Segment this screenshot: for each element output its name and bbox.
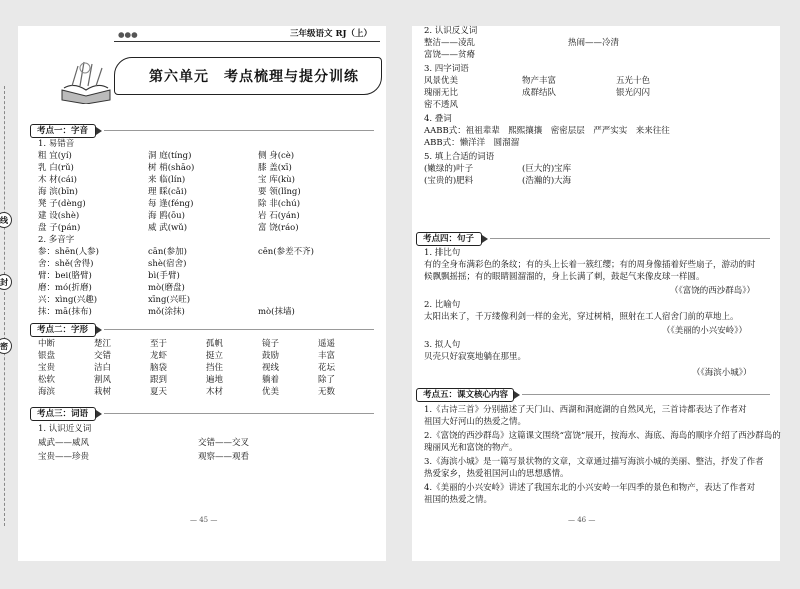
list-item: 五光十色 (616, 76, 651, 86)
subheading-fill-words: 5. 填上合适的词语 (424, 152, 495, 162)
section-tag-sentences: 考点四：句子 (416, 232, 482, 246)
list-item: (嫩绿的)叶子 (424, 164, 474, 174)
list-item: 每 逢(féng) (148, 199, 194, 209)
list-item: 理 睬(cǎi) (148, 187, 187, 197)
list-item: 中断 (38, 339, 56, 349)
list-item: mò(磨盘) (148, 283, 185, 293)
subheading-antonyms: 2. 认识反义词 (424, 26, 478, 36)
list-item: 孤帆 (206, 339, 224, 349)
list-item: 鼓励 (262, 351, 280, 361)
list-item: 除 非(chú) (258, 199, 301, 209)
list-item: 木 材(cái) (38, 175, 77, 185)
example-sentence: 候飘飘摇摇；有的眼睛圆溜溜的，身上长满了刺，鼓起气来像皮球一样圆。 (424, 272, 705, 282)
list-item: 观察——观看 (198, 452, 250, 462)
list-item: mǒ(涂抹) (148, 307, 185, 317)
list-item: 栽树 (94, 387, 112, 397)
summary-line: 热爱家乡，热爱祖国河山的思想感情。 (424, 469, 569, 479)
list-item: 凳 子(dèng) (38, 199, 86, 209)
list-item: 洞 庭(tíng) (148, 151, 192, 161)
source-citation: （《富饶的西沙群岛》） (670, 286, 756, 296)
list-item: 威 武(wǔ) (148, 223, 188, 233)
list-item: cēn(参差不齐) (258, 247, 314, 257)
subheading-reduplication: 4. 叠词 (424, 114, 452, 124)
list-item: 银光闪闪 (616, 88, 651, 98)
list-item: AABB式：祖祖辈辈 熙熙攘攘 密密层层 严严实实 来来往往 (424, 126, 670, 136)
list-item: 热闹——冷清 (568, 38, 620, 48)
section-rule (104, 413, 374, 414)
list-item: 跟到 (150, 375, 168, 385)
list-item: 兴：xìng(兴趣) (38, 295, 98, 305)
section-rule (522, 394, 770, 395)
binding-seal-mi: 密 (0, 338, 12, 354)
list-item: 视线 (262, 363, 280, 373)
list-item: 交错 (94, 351, 112, 361)
page-header: 三年级语文 RJ（上） (290, 29, 373, 39)
list-item: 宝 库(kù) (258, 175, 295, 185)
list-item: 至于 (150, 339, 168, 349)
section-rule (104, 329, 374, 330)
section-tag-core-content: 考点五：课文核心内容 (416, 388, 514, 402)
list-item: 遍地 (206, 375, 224, 385)
subheading-error-prone: 1. 易错音 (38, 139, 75, 149)
example-sentence: 太阳出来了，千万缕像利剑一样的金光，穿过树梢，照射在工人宿舍门前的草地上。 (424, 312, 739, 322)
list-item: ABB式：懒洋洋 圆溜溜 (424, 138, 520, 148)
open-book-icon (58, 60, 114, 104)
list-item: (浩瀚的)大海 (522, 176, 572, 186)
list-item: (宝贵的)肥料 (424, 176, 474, 186)
list-item: 乳 白(rǔ) (38, 163, 74, 173)
list-item: 成群结队 (522, 88, 557, 98)
list-item: 交错——交叉 (198, 438, 250, 448)
section-rule (104, 130, 374, 131)
list-item: 海 滨(bīn) (38, 187, 78, 197)
subheading-parallelism: 1. 排比句 (424, 248, 461, 258)
summary-line: 祖国的热爱之情。 (424, 495, 493, 505)
summary-line: 祖国大好河山的热爱之情。 (424, 417, 527, 427)
list-item: 要 领(lǐng) (258, 187, 301, 197)
list-item: 挺立 (206, 351, 224, 361)
summary-line: 2.《富饶的西沙群岛》这篇课文围绕“富饶”展开，按海水、海底、海岛的顺序介绍了西沙群岛的 (424, 431, 781, 441)
unit-title: 第六单元 考点梳理与提分训练 (149, 69, 359, 85)
list-item: 来 临(lín) (148, 175, 186, 185)
list-item: 粗 宜(yí) (38, 151, 72, 161)
subheading-personification: 3. 拟人句 (424, 340, 461, 350)
subheading-polyphonic: 2. 多音字 (38, 235, 75, 245)
list-item: 瑰丽无比 (424, 88, 459, 98)
left-page (0, 26, 386, 561)
list-item: 银盘 (38, 351, 56, 361)
list-item: 海 鸥(ōu) (148, 211, 185, 221)
list-item: 岩 石(yán) (258, 211, 300, 221)
list-item: 参：shēn(人参) (38, 247, 99, 257)
source-citation: （《美丽的小兴安岭》） (662, 326, 748, 336)
binding-dashed-line (4, 86, 5, 526)
list-item: 楚江 (94, 339, 112, 349)
list-item: 无数 (318, 387, 336, 397)
section-tag-vocabulary: 考点三：词语 (30, 407, 96, 421)
list-item: 风景优美 (424, 76, 459, 86)
example-sentence: 有的全身布满彩色的条纹；有的头上长着一簇红缨；有的周身像插着好些扇子，游动的时 (424, 260, 756, 270)
header-rule (114, 41, 380, 42)
example-sentence: 贝壳只好寂寞地躺在那里。 (424, 352, 527, 362)
list-item: xīng(兴旺) (148, 295, 191, 305)
list-item: 整洁——凌乱 (424, 38, 476, 48)
list-item: 花坛 (318, 363, 336, 373)
binding-seal-feng: 封 (0, 274, 12, 290)
list-item: 夏天 (150, 387, 168, 397)
list-item: 躺着 (262, 375, 280, 385)
right-page (412, 26, 780, 561)
subheading-simile: 2. 比喻句 (424, 300, 461, 310)
list-item: (巨大的)宝库 (522, 164, 572, 174)
list-item: 盘 子(pán) (38, 223, 81, 233)
header-dots: ●●● (118, 30, 138, 39)
list-item: 脑袋 (150, 363, 168, 373)
summary-line: 3.《海滨小城》是一篇写景状物的文章，文章通过描写海滨小城的美丽、整洁，抒发了作者 (424, 457, 764, 467)
list-item: 树 梢(shāo) (148, 163, 195, 173)
list-item: 膝 盖(xī) (258, 163, 292, 173)
list-item: 丰富 (318, 351, 336, 361)
list-item: 侧 身(cè) (258, 151, 295, 161)
page-number: — 46 — (568, 516, 596, 524)
section-tag-glyph: 考点二：字形 (30, 323, 96, 337)
list-item: 木材 (206, 387, 224, 397)
list-item: 割风 (94, 375, 112, 385)
list-item: 镜子 (262, 339, 280, 349)
section-rule (490, 238, 770, 239)
summary-line: 4.《美丽的小兴安岭》讲述了我国东北的小兴安岭一年四季的景色和物产，表达了作者对 (424, 483, 756, 493)
list-item: 洁白 (94, 363, 112, 373)
list-item: 松软 (38, 375, 56, 385)
list-item: 除了 (318, 375, 336, 385)
list-item: 臂：bei(胳臂) (38, 271, 92, 281)
list-item: 富 饶(ráo) (258, 223, 299, 233)
subheading-four-char: 3. 四字词语 (424, 64, 469, 74)
summary-line: 瑰丽风光和富饶的物产。 (424, 443, 518, 453)
list-item: 物产丰富 (522, 76, 557, 86)
page-number: — 45 — (190, 516, 218, 524)
source-citation: （《海滨小城》） (692, 368, 752, 378)
list-item: 密不透风 (424, 100, 459, 110)
summary-line: 1.《古诗三首》分别描述了天门山、西湖和洞庭湖的自然风光，三首诗都表达了作者对 (424, 405, 747, 415)
unit-title-box (114, 57, 382, 95)
list-item: 抹：mā(抹布) (38, 307, 92, 317)
subheading-synonyms: 1. 认识近义词 (38, 424, 92, 434)
list-item: 威武——威风 (38, 438, 90, 448)
list-item: cān(参加) (148, 247, 187, 257)
list-item: shè(宿舍) (148, 259, 187, 269)
binding-seal-line: 线 (0, 212, 12, 228)
list-item: 宝贵——珍贵 (38, 452, 90, 462)
list-item: bì(手臂) (148, 271, 180, 281)
list-item: 优美 (262, 387, 280, 397)
list-item: 龙虾 (150, 351, 168, 361)
list-item: 遥遥 (318, 339, 336, 349)
list-item: 建 设(shè) (38, 211, 80, 221)
list-item: 舍：shě(舍得) (38, 259, 94, 269)
list-item: mò(抹墙) (258, 307, 295, 317)
list-item: 海滨 (38, 387, 56, 397)
section-tag-pronunciation: 考点一：字音 (30, 124, 96, 138)
list-item: 磨：mó(折磨) (38, 283, 92, 293)
list-item: 挡住 (206, 363, 224, 373)
list-item: 富饶——贫瘠 (424, 50, 476, 60)
list-item: 宝贵 (38, 363, 56, 373)
